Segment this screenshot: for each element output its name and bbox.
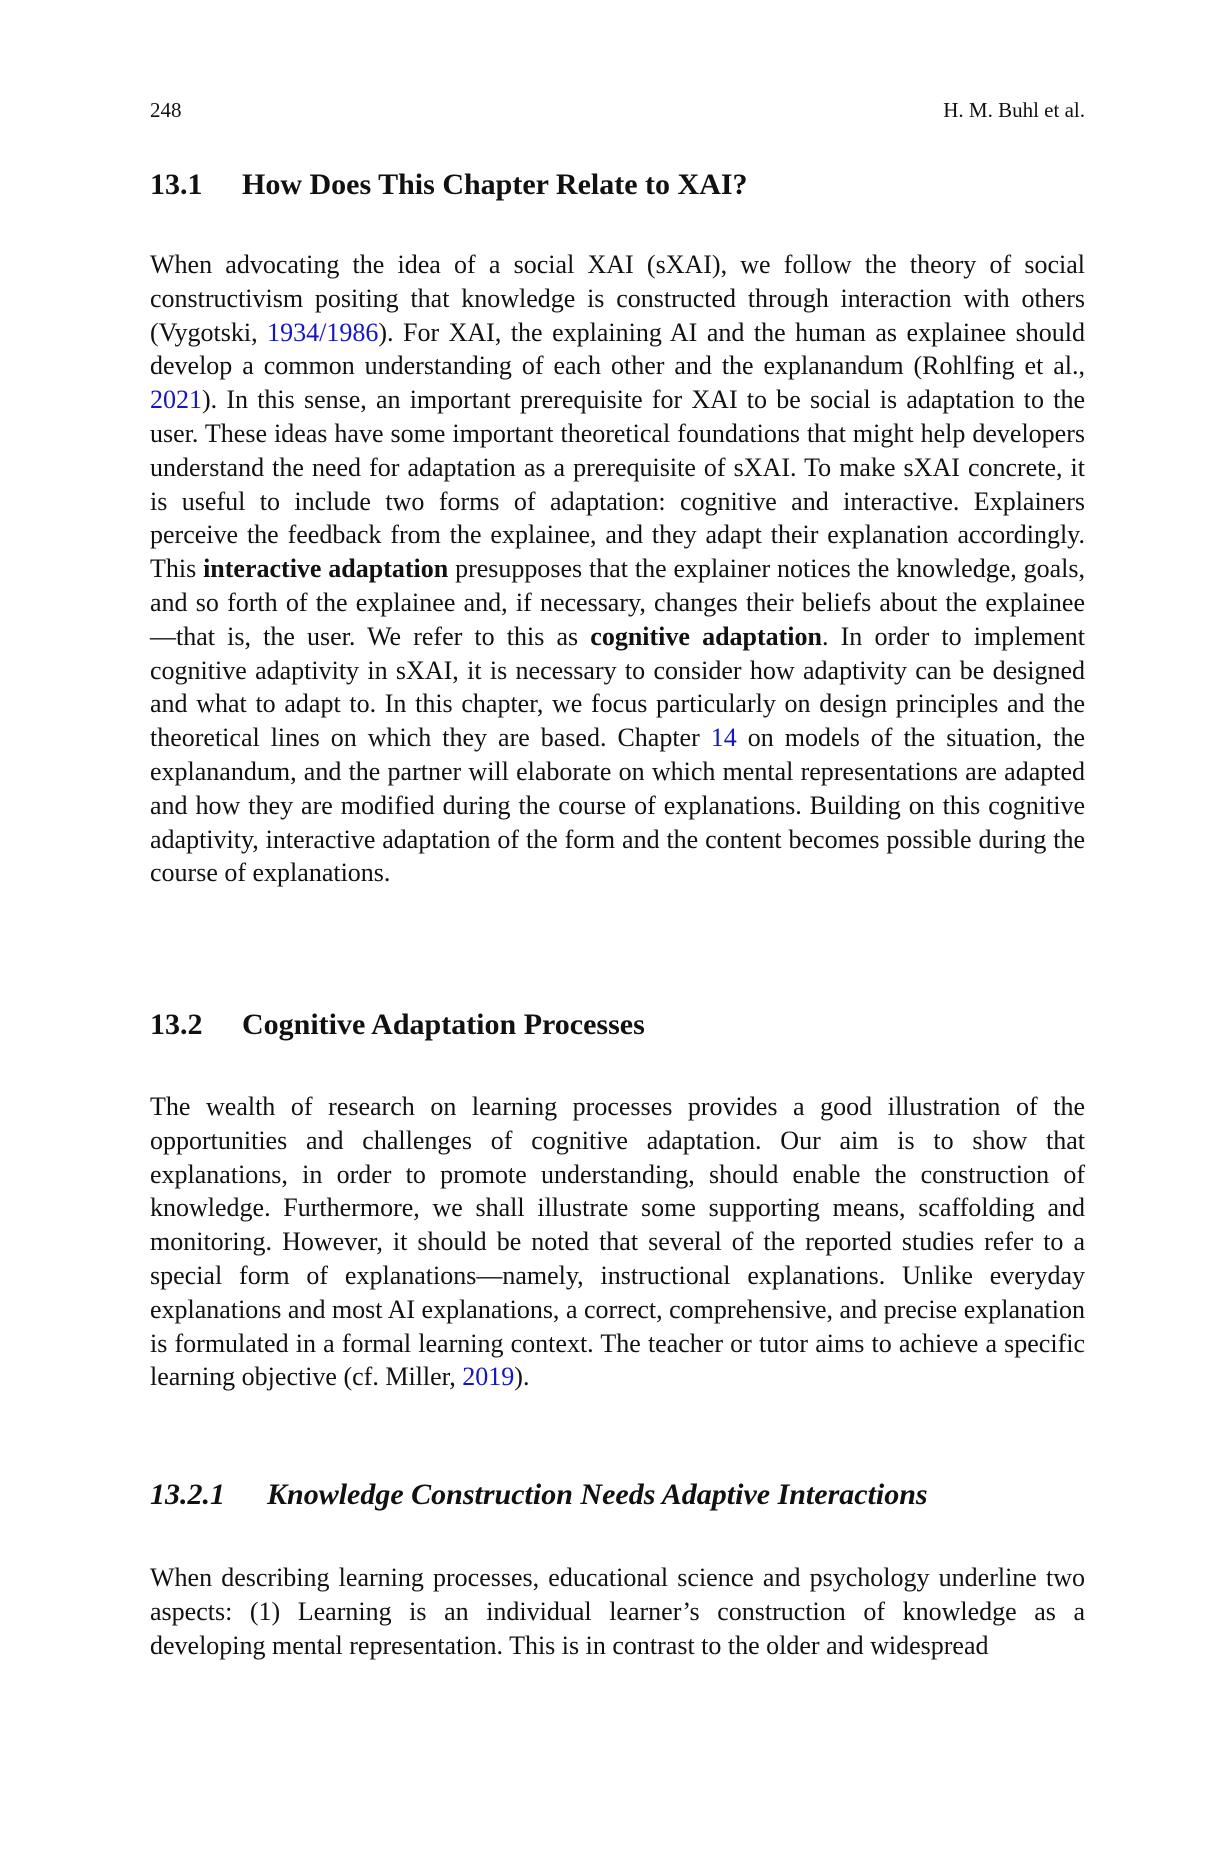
section-title: How Does This Chapter Relate to XAI? [242,168,748,201]
text-run: presupposes that the explainer notices the knowledge, goals, and so forth of the explainee and, if necessary, changes their beliefs about the explainee—that is, the user. We refer to this as [150,554,1085,651]
chapter-link-14[interactable]: 14 [710,723,737,753]
subsection-heading-13-2-1 [150,1478,1085,1512]
text-run: on models of the situation, the explanandum, and the partner will elaborate on which mental representations are adapted and how they are modified during the course of explanations. Building on this cognitive adaptivity, interactive adaptation of the form and the content becomes possible during the course of explanations. [150,723,1085,888]
paragraph-13-2-1 [150,1561,1085,1662]
paragraph-13-2 [150,1090,1085,1394]
citation-link-rohlfing[interactable]: 2021 [150,385,202,415]
citation-link-vygotski[interactable]: 1934/1986 [267,317,379,347]
subsection-number: 13.2.1 [150,1478,225,1511]
subsection-title: Knowledge Construction Needs Adaptive Interactions [267,1478,928,1511]
text-run: ). For XAI, the explaining AI and the human as explainee should develop a common understanding of each other and the explanandum (Rohlfing et al., [150,317,1085,381]
page-number: 248 [150,98,182,122]
section-number: 13.1 [150,168,203,201]
section-heading-13-1 [150,168,1085,202]
text-run: The wealth of research on learning processes provides a good illustration of the opportunities and challenges of cognitive adaptation. Our aim is to show that explanations, in order to promote understanding, should enable the construction of knowledge. Furthermore, we shall illustrate some supporting means, scaffolding and monitoring. However, it should be noted that several of the reported studies refer to a special form of explanations—namely, instructional explanations. Unlike everyday explanations and most AI explanations, a correct, comprehensive, and precise explanation is formulated in a formal learning context. The teacher or tutor aims to achieve a specific learning objective (cf. Miller, [150,1092,1085,1392]
text-run: When advocating the idea of a social XAI (sXAI), we follow the theory of social constructivism positing that knowledge is constructed through interaction with others (Vygotski, [150,250,1085,347]
citation-link-miller[interactable]: 2019 [462,1362,515,1392]
term-interactive-adaptation: interactive adaptation [203,554,449,584]
section-heading-13-2 [150,1008,1085,1042]
text-run: . In order to implement cognitive adaptivity in sXAI, it is necessary to consider how adaptivity can be designed and what to adapt to. In this chapter, we focus particularly on design principles and the theoretical lines on which they are based. Chapter [150,621,1085,753]
section-title: Cognitive Adaptation Processes [242,1008,645,1041]
running-authors: H. M. Buhl et al. [943,98,1085,122]
running-head [150,98,1085,128]
paragraph-13-1 [150,248,1085,890]
section-number: 13.2 [150,1008,203,1041]
text-run: When describing learning processes, educational science and psychology underline two aspects: (1) Learning is an individual learner’s construction of knowledge as a developing mental representation. This is in contrast to the older and widespread [150,1563,1085,1660]
text-run: ). [514,1362,530,1392]
term-cognitive-adaptation: cognitive adaptation [590,621,822,651]
text-run: ). In this sense, an important prerequisite for XAI to be social is adaptation to the user. These ideas have some important theoretical foundations that might help developers understand the need for adaptation as a prerequisite of sXAI. To make sXAI concrete, it is useful to include two forms of adaptation: cognitive and interactive. Explainers perceive the feedback from the explainee, and they adapt their explanation accordingly. This [150,385,1085,584]
